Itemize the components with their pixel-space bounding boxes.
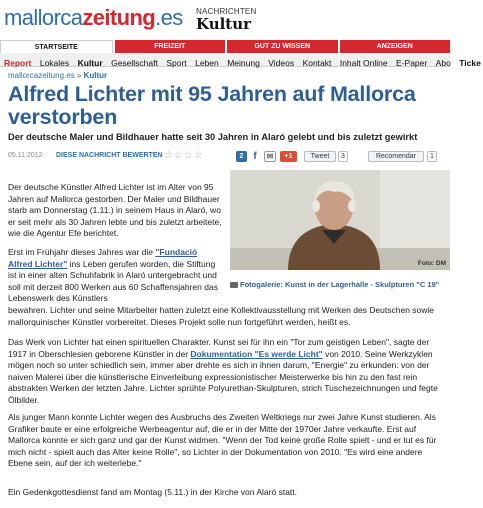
sub-nav-kultur[interactable]: Kultur xyxy=(77,58,103,68)
tweet-button[interactable]: Tweet xyxy=(304,151,336,162)
sub-nav-e-paper[interactable]: E-Paper xyxy=(396,58,428,68)
photo-credit: Foto: DM xyxy=(417,260,446,267)
comments-icon[interactable]: 2 xyxy=(236,151,247,162)
article-title: Alfred Lichter mit 95 Jahren auf Mallorca verstorben xyxy=(8,82,416,129)
breadcrumb-site[interactable]: mallorcazeitung.es xyxy=(8,71,75,80)
sub-nav-meinung[interactable]: Meinung xyxy=(227,58,260,68)
sub-nav-abo[interactable]: Abo xyxy=(435,58,451,68)
photo-caption-text: Fotogalerie: Kunst in der Lagerhalle - Skulpturen "C 19" xyxy=(240,280,440,289)
sub-nav-inhalt-online[interactable]: Inhalt Online xyxy=(339,58,388,68)
site-header xyxy=(0,0,450,40)
paragraph-1: Der deutsche Künstler Alfred Lichter ist im Alter von 95 Jahren auf Mallorca gestorben. Der Maler und Bildhauer starb am Donnerstag (1.11.) in seinem Haus in Alaró, wo er seit mehr als 30 Jahren lebte und bis zuletzt arbeitete, wie die Agentur Efe berichtet. xyxy=(8,182,222,239)
fundacio-link[interactable]: "Fundació Alfred Lichter" xyxy=(8,247,198,269)
site-logo[interactable] xyxy=(4,5,183,31)
sub-nav-tickets[interactable]: Ticke xyxy=(459,58,481,68)
main-nav-freizeit[interactable]: FREIZEIT xyxy=(115,40,226,53)
paragraph-2-text-a: Erst im Frühjahr dieses Jahres war die xyxy=(8,247,154,257)
sub-nav-sport[interactable]: Sport xyxy=(166,58,187,68)
recommend-button[interactable]: Recomendar xyxy=(368,151,424,162)
breadcrumb-separator: » xyxy=(74,71,84,80)
breadcrumb xyxy=(8,71,107,80)
paragraph-4: Als junger Mann konnte Lichter wegen des Ausbruchs des Zweiten Weltkriegs nur zwei Jahre Kunst studieren. Als Grafiker baute er eine erfolgreiche Werbeagentur auf, die er in der Mitte der 1970er Jahre verkaufte. Erst auf Mallorca konnte er sich ganz und gar der Kunst widmen. "Wenn der Tod keine große Rolle spielt - und er tut es für mich nicht - spielt auch das Alter keine Rolle", so Lichter in der Dokumentation von 2010. "Es wird eine andere Ebene sein, auf der ich weiterlebe." xyxy=(8,412,437,469)
paragraph-2-text-c: bewahren. Lichter und seine Mitarbeiter hatten zuletzt eine Kollektivausstellung mit Werken des Deutschen sowie mallorquinischer Künstler vorbereitet. Dieses Projekt solle nun fortgeführt werden, heißt es. xyxy=(8,304,435,327)
article-toolbar xyxy=(8,150,446,164)
documentary-link[interactable]: Dokumentation "Es werde Licht" xyxy=(190,348,323,359)
sub-nav-videos[interactable]: Videos xyxy=(268,58,295,68)
paragraph-3-text-a: Das Werk von Lichter hat einen spirituellen Charakter. Kunst sei für ihn ein "Tor zum geistigen Leben", sagte der 1917 in Oberschlesien geborene Künstler in der xyxy=(8,337,430,359)
main-nav xyxy=(0,40,450,53)
article-date: 05.11.2012 xyxy=(8,152,43,159)
facebook-icon[interactable]: f xyxy=(253,151,257,162)
logo-text-zeitung: zeitung xyxy=(82,5,156,30)
sub-nav-report[interactable]: Report xyxy=(4,58,32,68)
sub-nav-leben[interactable]: Leben xyxy=(195,58,219,68)
paragraph-2-text-b: ins Leben gerufen worden, die Stiftung ist in einer alten Schuhfabrik in Alaró untergebracht und soll mit derzeit 800 Werken aus 60 Schaffensjahren das Lebenswerk des Künstlers xyxy=(8,258,218,304)
sub-nav xyxy=(0,53,481,68)
main-nav-gut-zu-wissen[interactable]: GUT ZU WISSEN xyxy=(227,40,338,53)
paragraph-3-text-b: von 2010. Seine Werkzyklen mögen noch so unter schiedlich sein, immer aber drehte es sich in ihnen darum, "Energie" zu erkunden: von der naiven Malerei über die künstlerische Einverleibung expressionistischer Meisterwerke bis hin zu den fast rein abstrakten Werken der letzten Jahre. Lichter sprühte Polyurethan-Skulpturen, strich Tuschezeichnungen und fegte Ölbilder. xyxy=(8,348,438,405)
paragraph-2 xyxy=(8,247,448,328)
sub-nav-kontakt[interactable]: Kontakt xyxy=(302,58,332,68)
logo-text-es: .es xyxy=(155,5,183,30)
section-heading xyxy=(196,7,256,32)
section-title: Kultur xyxy=(196,15,252,33)
rate-label: DIESE NACHRICHT BEWERTEN xyxy=(56,152,163,159)
logo-text-mallorca: mallorca xyxy=(4,5,83,30)
email-icon[interactable]: ✉ xyxy=(264,151,276,162)
paragraph-2-wrap xyxy=(8,247,222,305)
article-subtitle: Der deutsche Maler und Bildhauer hatte seit 30 Jahren in Alaró gelebt und bis zuletzt gewirkt xyxy=(8,132,418,142)
tweet-count: 3 xyxy=(338,151,348,162)
sub-nav-lokales[interactable]: Lokales xyxy=(39,58,70,68)
section-kicker: NACHRICHTEN xyxy=(196,7,257,16)
recommend-count: 1 xyxy=(427,151,437,162)
rating-stars[interactable]: ☆☆☆☆☆ xyxy=(154,150,204,161)
sub-nav-gesellschaft[interactable]: Gesellschaft xyxy=(111,58,158,68)
breadcrumb-section[interactable]: Kultur xyxy=(83,71,108,80)
main-nav-anzeigen[interactable]: ANZEIGEN xyxy=(340,40,451,53)
google-plus-button[interactable]: +1 xyxy=(280,151,297,162)
paragraph-5: Ein Gedenkgottesdienst fand am Montag (5.11.) in der Kirche von Alaró statt. xyxy=(8,487,298,497)
main-nav-startseite[interactable]: STARTSEITE xyxy=(0,40,113,53)
paragraph-3 xyxy=(8,337,448,407)
